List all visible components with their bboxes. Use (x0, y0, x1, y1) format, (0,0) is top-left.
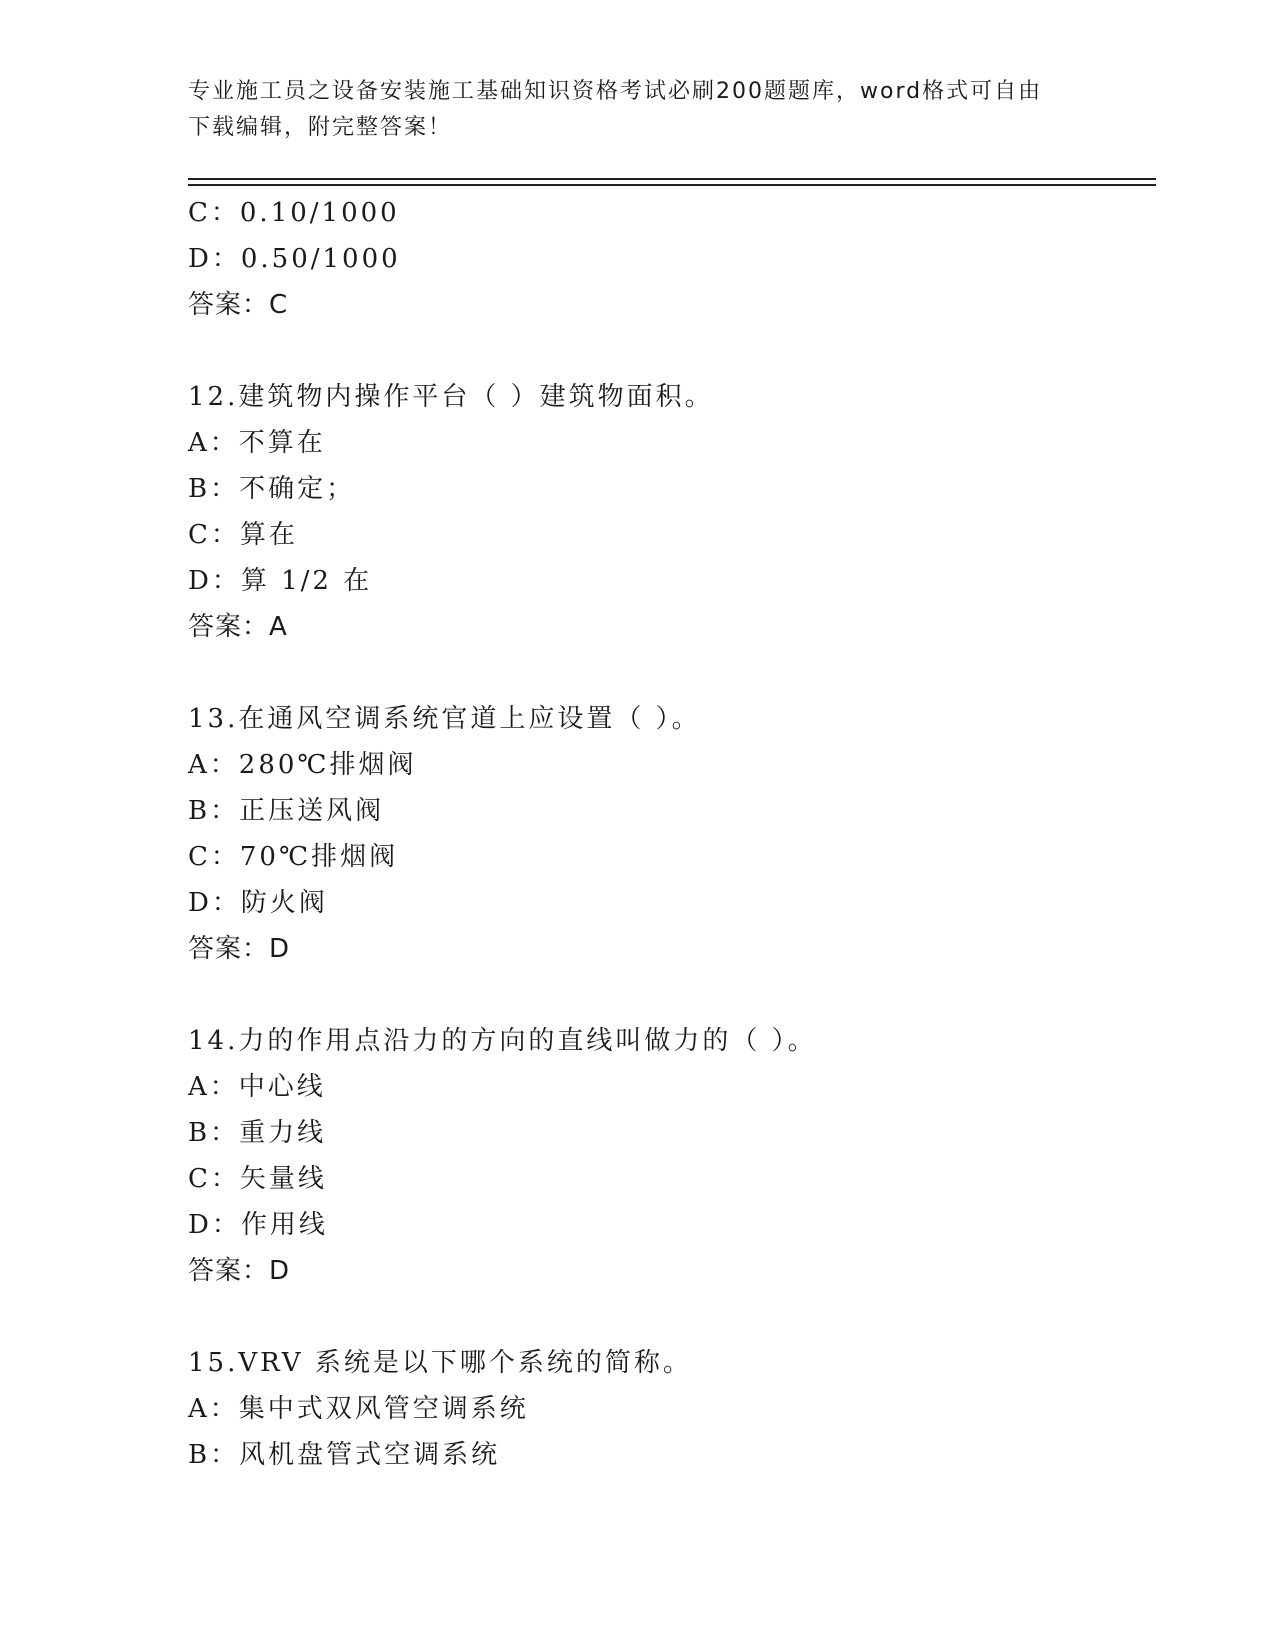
option-c: C：70℃排烟阀 (188, 842, 399, 872)
question-15 (188, 1340, 1148, 1478)
answer-line: 答案：D (188, 1256, 291, 1286)
question-stem: 15.VRV 系统是以下哪个系统的简称。 (188, 1348, 692, 1378)
header-line-2: 下载编辑，附完整答案！ (188, 115, 453, 140)
option-a: A：不算在 (188, 428, 326, 458)
option-a: A：280℃排烟阀 (188, 750, 417, 780)
question-stem: 14.力的作用点沿力的方向的直线叫做力的（ ）。 (188, 1026, 817, 1056)
option-b: B：不确定； (188, 474, 356, 504)
answer-line: 答案：D (188, 934, 291, 964)
option-b: B：风机盘管式空调系统 (188, 1440, 501, 1470)
option-b: B：正压送风阀 (188, 796, 385, 826)
answer-line: 答案：A (188, 612, 288, 642)
option-a: A：集中式双风管空调系统 (188, 1394, 529, 1424)
option-c: C：0.10/1000 (188, 198, 400, 228)
question-14 (188, 1018, 1148, 1294)
spacer (188, 1294, 1148, 1340)
option-d: D：算 1/2 在 (188, 566, 373, 596)
option-c: C：矢量线 (188, 1164, 327, 1194)
question-fragment (188, 190, 1148, 328)
document-header (188, 74, 1088, 146)
question-12 (188, 374, 1148, 650)
option-b: B：重力线 (188, 1118, 327, 1148)
question-stem: 12.建筑物内操作平台（ ）建筑物面积。 (188, 382, 714, 412)
answer-line: 答案：C (188, 290, 289, 320)
document-body (188, 190, 1148, 1478)
option-d: D：防火阀 (188, 888, 328, 918)
question-stem: 13.在通风空调系统官道上应设置（ ）。 (188, 704, 701, 734)
option-d: D：作用线 (188, 1210, 328, 1240)
spacer (188, 650, 1148, 696)
header-divider-top (188, 178, 1156, 180)
header-line-1: 专业施工员之设备安装施工基础知识资格考试必刷200题题库，word格式可自由 (188, 79, 1043, 104)
option-d: D：0.50/1000 (188, 244, 401, 274)
spacer (188, 972, 1148, 1018)
question-13 (188, 696, 1148, 972)
header-divider-bottom (188, 184, 1156, 186)
option-c: C：算在 (188, 520, 298, 550)
spacer (188, 328, 1148, 374)
option-a: A：中心线 (188, 1072, 326, 1102)
